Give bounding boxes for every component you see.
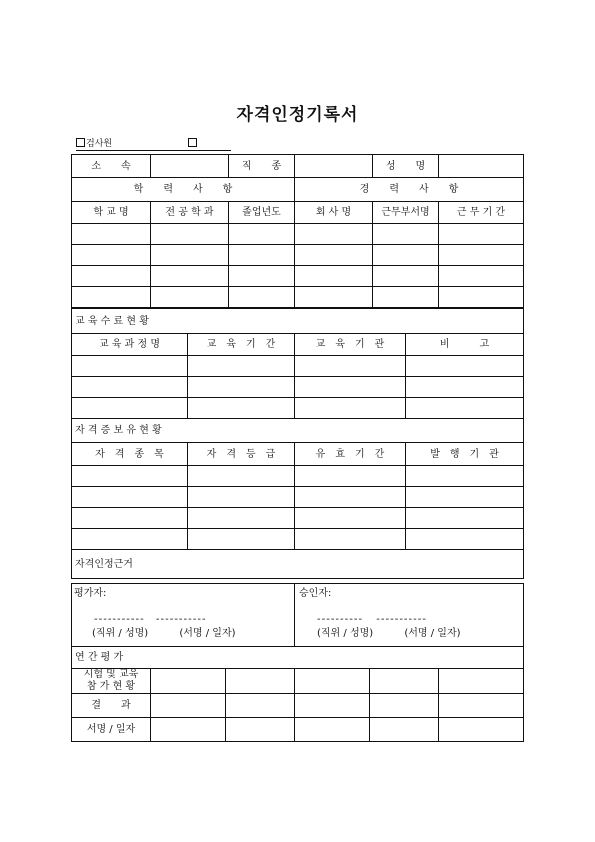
- evaluator-dash-line: [74, 614, 291, 625]
- approver-label: 승인자:: [299, 588, 332, 599]
- education-history-header: 학 력 사 항: [72, 178, 295, 202]
- evaluator-role-caption: (직위 / 성명): [92, 628, 149, 639]
- evaluator-dash-2: -----------: [155, 614, 207, 625]
- table-cell[interactable]: [406, 398, 524, 419]
- table-cell[interactable]: [151, 669, 226, 694]
- table-cell[interactable]: [295, 224, 373, 245]
- qualification-basis-label: 자격인정근거: [72, 550, 524, 579]
- table-cell[interactable]: [295, 508, 406, 529]
- table-cell[interactable]: [72, 224, 151, 245]
- column-header: 비 고: [406, 334, 524, 356]
- column-header: 교 육 기 관: [295, 334, 406, 356]
- table-cell[interactable]: [295, 287, 373, 308]
- column-header: 교 육 과 정 명: [72, 334, 188, 356]
- result-label: 결 과: [72, 694, 151, 718]
- document-title: 자격인정기록서: [236, 105, 359, 125]
- column-header: 회 사 명: [295, 202, 373, 224]
- evaluator-sign-caption: (서명 / 일자): [179, 628, 236, 639]
- table-cell[interactable]: [439, 245, 524, 266]
- table-cell[interactable]: [406, 487, 524, 508]
- affiliation-label: 소 속: [72, 155, 151, 178]
- column-header: 전 공 학 과: [151, 202, 229, 224]
- table-cell[interactable]: [295, 245, 373, 266]
- table-cell[interactable]: [188, 356, 295, 377]
- table-cell[interactable]: [295, 377, 406, 398]
- check-line: [76, 138, 231, 151]
- table-cell[interactable]: [295, 266, 373, 287]
- table-cell[interactable]: [72, 287, 151, 308]
- column-header: 교 육 기 간: [188, 334, 295, 356]
- column-header: 근 무 기 간: [439, 202, 524, 224]
- column-header: 발 행 기 관: [406, 443, 524, 466]
- column-header: 졸업년도: [229, 202, 295, 224]
- approver-block[interactable]: [295, 584, 524, 647]
- history-table: [71, 154, 524, 308]
- career-history-header: 경 력 사 항: [295, 178, 524, 202]
- table-cell[interactable]: [370, 669, 439, 694]
- table-cell[interactable]: [188, 508, 295, 529]
- table-cell[interactable]: [406, 529, 524, 550]
- table-cell[interactable]: [72, 266, 151, 287]
- checkbox-other[interactable]: [188, 138, 197, 147]
- table-cell[interactable]: [229, 287, 295, 308]
- table-cell[interactable]: [295, 718, 370, 742]
- job-type-label: 직 종: [229, 155, 295, 178]
- table-cell[interactable]: [439, 669, 524, 694]
- column-header: 학 교 명: [72, 202, 151, 224]
- name-value[interactable]: [439, 155, 524, 178]
- table-cell[interactable]: [370, 694, 439, 718]
- annual-evaluation-table: [71, 646, 524, 742]
- table-cell[interactable]: [295, 694, 370, 718]
- table-cell[interactable]: [406, 508, 524, 529]
- table-cell[interactable]: [72, 508, 188, 529]
- table-cell[interactable]: [295, 669, 370, 694]
- table-cell[interactable]: [151, 224, 229, 245]
- participation-label: 시험 및 교육 참 가 현 황: [72, 669, 151, 694]
- evaluator-dash-1: -----------: [94, 614, 145, 625]
- table-cell[interactable]: [151, 718, 226, 742]
- checkbox-inspector-label: 검사원: [86, 139, 113, 149]
- table-cell[interactable]: [72, 466, 188, 487]
- checkbox-inspector[interactable]: [76, 138, 85, 147]
- table-cell[interactable]: [406, 377, 524, 398]
- table-cell[interactable]: [226, 694, 295, 718]
- table-cell[interactable]: [151, 694, 226, 718]
- table-cell[interactable]: [72, 356, 188, 377]
- column-header: 근무부서명: [373, 202, 439, 224]
- table-cell[interactable]: [226, 669, 295, 694]
- table-cell[interactable]: [373, 266, 439, 287]
- signature-table: [71, 583, 524, 647]
- column-header: 자 격 종 목: [72, 443, 188, 466]
- table-cell[interactable]: [295, 529, 406, 550]
- table-cell[interactable]: [373, 245, 439, 266]
- column-header: 자 격 등 급: [188, 443, 295, 466]
- approver-dash-line: [299, 614, 520, 625]
- table-cell[interactable]: [439, 694, 524, 718]
- table-cell[interactable]: [406, 356, 524, 377]
- name-label: 성 명: [373, 155, 439, 178]
- approver-sign-caption: (서명 / 일자): [404, 628, 461, 639]
- table-cell[interactable]: [151, 266, 229, 287]
- table-cell[interactable]: [370, 718, 439, 742]
- table-cell[interactable]: [72, 487, 188, 508]
- table-cell[interactable]: [439, 266, 524, 287]
- affiliation-value[interactable]: [151, 155, 229, 178]
- table-cell[interactable]: [406, 466, 524, 487]
- table-cell[interactable]: [295, 398, 406, 419]
- table-cell[interactable]: [226, 718, 295, 742]
- table-cell[interactable]: [72, 529, 188, 550]
- certificate-section-title: 자 격 증 보 유 현 황: [72, 419, 524, 443]
- training-section-title: 교 육 수 료 현 황: [72, 309, 524, 334]
- table-cell[interactable]: [295, 487, 406, 508]
- table-cell[interactable]: [151, 245, 229, 266]
- table-cell[interactable]: [373, 224, 439, 245]
- table-cell[interactable]: [439, 224, 524, 245]
- evaluator-block[interactable]: [72, 584, 295, 647]
- table-cell[interactable]: [72, 245, 151, 266]
- approver-dash-1: ----------: [317, 614, 364, 625]
- table-cell[interactable]: [188, 466, 295, 487]
- table-cell[interactable]: [188, 398, 295, 419]
- evaluator-label: 평가자:: [74, 588, 107, 599]
- table-cell[interactable]: [229, 224, 295, 245]
- table-cell[interactable]: [229, 266, 295, 287]
- table-cell[interactable]: [439, 718, 524, 742]
- table-cell[interactable]: [72, 377, 188, 398]
- table-cell[interactable]: [72, 398, 188, 419]
- column-header: 유 효 기 간: [295, 443, 406, 466]
- table-cell[interactable]: [439, 287, 524, 308]
- table-cell[interactable]: [151, 287, 229, 308]
- approver-dash-2: -----------: [376, 614, 427, 625]
- training-certificate-table: [71, 308, 524, 579]
- annual-section-title: 연 간 평 가: [72, 647, 524, 669]
- table-cell[interactable]: [295, 466, 406, 487]
- approver-role-caption: (직위 / 성명): [317, 628, 374, 639]
- table-cell[interactable]: [188, 487, 295, 508]
- table-cell[interactable]: [295, 356, 406, 377]
- table-cell[interactable]: [373, 287, 439, 308]
- table-cell[interactable]: [188, 377, 295, 398]
- signature-date-label: 서명 / 일자: [72, 718, 151, 742]
- table-cell[interactable]: [188, 529, 295, 550]
- job-type-value[interactable]: [295, 155, 373, 178]
- table-cell[interactable]: [229, 245, 295, 266]
